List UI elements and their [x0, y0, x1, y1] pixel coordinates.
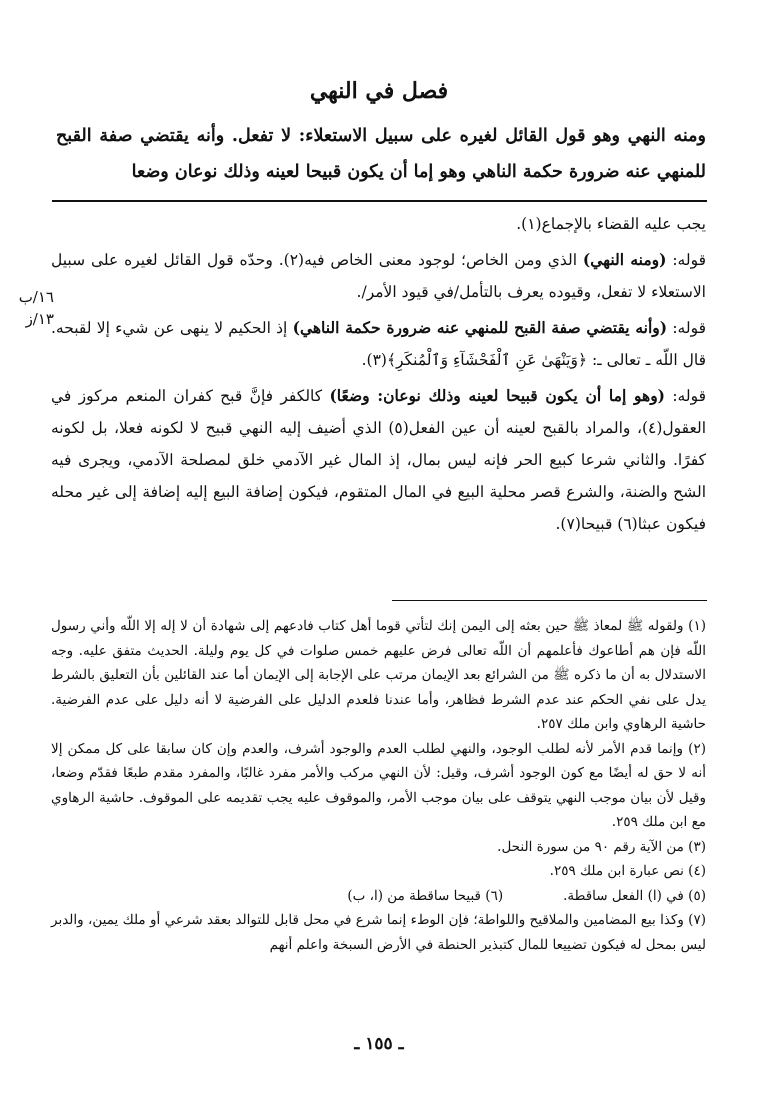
- footnote-2: (٢) وإنما قدم الأمر لأنه لطلب الوجود، والنهي لطلب العدم والوجود أشرف، والعدم وإن كان سابقا على كل ممكن إلا أنه لا حق له أيضًا مع كون الوجود أشرف، وقيل: لأن النهي مركب والأمر مفرد غالبًا، والمفرد مقدم طبعًا فقدّم وضعا، وقيل لأن بيان موجب النهي يتوقف على بيان موجب الأمر، والموقوف عليه يجب تقديمه على الموقوف. حاشية الرهاوي مع ابن ملك ٢٥٩.: [51, 740, 706, 830]
- chapter-title: فصل في النهي: [309, 78, 449, 104]
- commentary-para-4: [51, 380, 706, 540]
- commentary-para-1: يجب عليه القضاء بالإجماع(١).: [516, 215, 706, 233]
- footnote-1: (١) ولقوله ﷺ لمعاذ ﷺ حين بعثه إلى اليمن إنك لتأتي قوما أهل كتاب فادعهم إلى شهادة أن لا إله إلا اللّه وأني رسول اللّه فإن هم أطاعوك فأعلمهم أن اللّه تعالى فرض عليهم خمس صلوات في كل يوم وليلة. الحديث متفق عليه. وجه الاستدلال به أن ما ذكره ﷺ من الشرائع بعد الإيمان مرتب على الإجابة إلى الإيمان أما عند القائلين بأن التعليق بالشرط يدل على نفي الحكم عند عدم الشرط فظاهر، وأما عندنا فلعدم الدليل على الفرضية لا أنه دليل على عدم الفرضية. حاشية الرهاوي وابن ملك ٢٥٧.: [51, 618, 706, 732]
- para-lead: قوله:: [665, 387, 706, 405]
- footnote-7: (٧) وكذا بيع المضامين والملاقيح واللواطة؛ فإن الوطء إنما شرع في محل قابل للتوالد بعقد شرعي أو ملك يمين، والدبر ليس بمحل له فيكون تضييعا للمال كتبذير الحنطة في الأرض السبخة واعلم أنهم: [51, 912, 706, 953]
- footnote-divider: [392, 600, 707, 601]
- commentary: [51, 208, 706, 544]
- footnote-5: (٥) في (ا) الفعل ساقطة.: [563, 887, 706, 904]
- footnote-6: (٦) قبيحا ساقطة من (ا، ب): [347, 887, 504, 904]
- commentary-para-3: [51, 312, 706, 376]
- para-lead: قوله:: [667, 319, 707, 337]
- matn-text: ومنه النهي وهو قول القائل لغيره على سبيل الاستعلاء: لا تفعل. وأنه يقتضي صفة القبح للمنهي عنه ضرورة حكمة الناهي وهو إما أن يكون قبيحا لعينه وذلك نوعان وضعا: [56, 126, 706, 182]
- matn-divider: [52, 200, 707, 202]
- footnote-4: (٤) نص عبارة ابن ملك ٢٥٩.: [549, 863, 706, 879]
- para-text: كالكفر فإنَّ قبح كفران المنعم مركوز في العقول(٤)، والمراد بالقبح لعينه أن عين الفعل(٥) الذي أضيف إليه النهي قبيح لا لكونه فعلا، بل لكونه كفرًا. والثاني شرعا كبيع الحر فإنه ليس بمال، إذ المال غير الآدمي خلق لمصلحة الآدمي، ويجرى فيه الشح والضنة، والشرع قصر محلية البيع في المال المتقوم، فيكون إضافة البيع إليه إضافة إلى غير محله فيكون عبثا(٦) قبيحا(٧).: [51, 387, 707, 533]
- page-number: ـ ١٥٥ ـ: [354, 1034, 404, 1054]
- footnote-3: (٣) من الآية رقم ٩٠ من سورة النحل.: [497, 838, 706, 855]
- margin-ref-1: ١٦/ب: [18, 288, 54, 306]
- footnotes: [51, 614, 706, 957]
- footnote-row-5-6: [51, 884, 706, 909]
- commentary-para-2: [51, 244, 706, 308]
- margin-ref-2: ١٣/ز: [25, 310, 54, 328]
- quoted-matn: (وأنه يقتضي صفة القبح للمنهي عنه ضرورة حكمة الناهي): [292, 318, 668, 337]
- quoted-matn: (ومنه النهي): [582, 250, 667, 269]
- margin-reference: [14, 286, 54, 330]
- para-text: الذي ومن الخاص؛ لوجود معنى الخاص فيه(٢). وحدّه قول القائل لغيره على سبيل الاستعلاء لا تفعل، وقيوده يعرف بالتأمل/في قيود الأمر/.: [51, 251, 706, 301]
- quoted-matn: (وهو إما أن يكون قبيحا لعينه وذلك نوعان: وضعًا): [329, 386, 666, 405]
- para-lead: قوله:: [666, 251, 706, 269]
- para-text: إذ الحكيم لا ينهى عن شيء إلا لقبحه. قال اللّه ـ تعالى ـ: ﴿وَيَنْهَىٰ عَنِ ٱلْفَحْشَآءِ وَٱلْمُنكَرِ﴾(٣).: [51, 319, 706, 369]
